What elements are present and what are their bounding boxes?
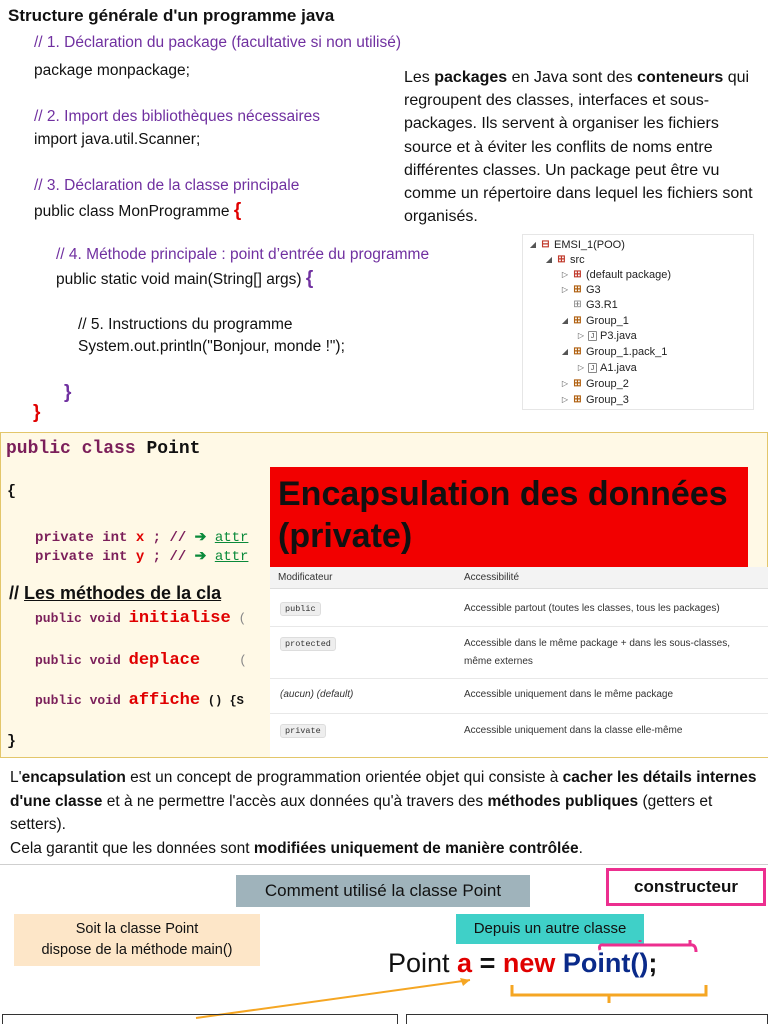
method-initialise: initialise bbox=[128, 609, 231, 628]
keyword-private: private bbox=[35, 530, 94, 546]
keyword-int: int bbox=[102, 530, 128, 546]
access-modifier-table bbox=[270, 567, 768, 757]
arrow-line bbox=[196, 980, 470, 1018]
code-method-deplace bbox=[35, 651, 247, 670]
comment-slashes: // bbox=[9, 583, 20, 603]
tree-item-label: Group_2 bbox=[586, 377, 629, 390]
tree-item-label: G3 bbox=[586, 283, 601, 296]
table-header-accessibility: Accessibilité bbox=[464, 572, 520, 583]
methods-comment-text: Les méthodes de la cla bbox=[24, 583, 222, 603]
modifier-protected: protected bbox=[280, 637, 336, 651]
usage-label: Comment utilisé la classe Point bbox=[236, 875, 530, 907]
tree-item-g3-r1[interactable] bbox=[561, 297, 618, 312]
tree-item-p3-java[interactable] bbox=[577, 328, 637, 343]
expanded-arrow-icon[interactable]: ◢ bbox=[529, 240, 537, 249]
access-default-desc: Accessible uniquement dans le même package bbox=[464, 689, 674, 700]
statement-constructor-call: Point() bbox=[562, 948, 649, 978]
project-icon: ⊟ bbox=[541, 239, 550, 250]
keyword-class: class bbox=[81, 439, 136, 459]
row-divider bbox=[270, 713, 768, 714]
attr-comment: attr bbox=[214, 549, 249, 565]
class-name: Point bbox=[146, 439, 201, 459]
tree-item-default-package[interactable] bbox=[561, 267, 671, 282]
tree-item-group2[interactable] bbox=[561, 376, 629, 391]
code-println: System.out.println("Bonjour, monde !"); bbox=[78, 338, 345, 355]
class-open-brace: { bbox=[233, 200, 242, 221]
modifier-public: public bbox=[280, 602, 321, 616]
class-close-brace: } bbox=[33, 402, 41, 423]
pink-underline-bracket bbox=[600, 945, 697, 952]
section-divider bbox=[0, 864, 768, 865]
code-trail: ( bbox=[239, 653, 247, 668]
pkg-desc-text-3: qui regroupent des classes, interfaces et sous-packages. Ils servent à organiser les fichiers source et à éviter les conflits de noms entre différentes classes. Un package peut être vu comme un répertoire dans lequel les fichiers sont organisés. bbox=[404, 69, 753, 226]
code-package: package monpackage; bbox=[34, 62, 190, 79]
collapsed-arrow-icon[interactable]: ▷ bbox=[577, 363, 585, 372]
tree-item-group1[interactable] bbox=[561, 313, 629, 328]
row-divider bbox=[270, 626, 768, 627]
pkg-desc-text-1: Les bbox=[404, 69, 435, 86]
method-deplace: deplace bbox=[128, 651, 201, 670]
tree-item-src[interactable] bbox=[545, 252, 585, 267]
tree-item-a1-java[interactable] bbox=[577, 360, 637, 375]
encapsulation-explanation bbox=[10, 766, 766, 860]
java-file-icon: J bbox=[588, 331, 597, 341]
collapsed-arrow-icon[interactable]: ▷ bbox=[561, 270, 569, 279]
code-class bbox=[34, 200, 241, 222]
tree-item-label: Group_1.pack_1 bbox=[586, 345, 668, 358]
point-note-line-1: Soit la classe Point bbox=[75, 921, 199, 937]
keyword-public: public bbox=[6, 439, 71, 459]
encapsulation-title: Encapsulation des données (private) bbox=[270, 467, 748, 567]
tree-item-label: (default package) bbox=[586, 268, 671, 281]
java-file-icon: J bbox=[588, 363, 597, 373]
keyword-public-void: public void bbox=[35, 653, 121, 668]
code-method-initialise bbox=[35, 609, 246, 628]
code-main bbox=[56, 268, 313, 290]
method-affiche-args: () {S bbox=[207, 694, 244, 708]
main-open-brace: { bbox=[305, 268, 314, 289]
tree-item-label: EMSI_1(POO) bbox=[554, 238, 625, 251]
keyword-public-void: public void bbox=[35, 693, 121, 708]
enc-bold-4: modifiées uniquement de manière contrôlée bbox=[253, 839, 579, 857]
collapsed-arrow-icon[interactable]: ▷ bbox=[561, 285, 569, 294]
access-public-desc: Accessible partout (toutes les classes, tous les packages) bbox=[464, 603, 720, 614]
tree-item-group1-pack1[interactable] bbox=[561, 344, 667, 359]
code-main-text: public static void main(String[] args) bbox=[56, 271, 302, 288]
statement-variable: a bbox=[457, 948, 473, 978]
access-protected-desc-2: même externes bbox=[464, 656, 533, 667]
method-affiche: affiche bbox=[128, 691, 201, 710]
code-open-brace: { bbox=[7, 483, 17, 500]
keyword-int: int bbox=[102, 549, 128, 565]
point-note-line-2: dispose de la méthode main() bbox=[41, 942, 233, 958]
source-folder-icon: ⊞ bbox=[557, 254, 566, 265]
tree-item-label: src bbox=[570, 253, 585, 266]
tree-item-label: G3.R1 bbox=[586, 298, 618, 311]
pkg-desc-bold-conteneurs: conteneurs bbox=[637, 69, 724, 86]
statement-type: Point bbox=[388, 948, 458, 978]
keyword-public-void: public void bbox=[35, 611, 121, 626]
statement-equals: = bbox=[472, 948, 503, 978]
package-icon: ⊞ bbox=[573, 269, 582, 280]
enc-bold-3: méthodes publiques bbox=[487, 792, 639, 810]
enc-text-1: L' bbox=[10, 769, 22, 786]
collapsed-arrow-icon[interactable]: ▷ bbox=[561, 379, 569, 388]
bottom-box-right bbox=[406, 1014, 768, 1024]
code-class-declaration bbox=[6, 439, 200, 459]
tree-item-label: Group_3 bbox=[586, 393, 629, 406]
tree-item-group3[interactable] bbox=[561, 392, 629, 407]
keyword-private: private bbox=[35, 549, 94, 565]
comment-sep: ; // bbox=[144, 549, 187, 565]
pkg-desc-text-2: en Java sont des bbox=[507, 69, 638, 86]
collapsed-arrow-icon[interactable]: ▷ bbox=[577, 331, 585, 340]
comment-instructions: // 5. Instructions du programme bbox=[78, 316, 293, 333]
tree-item-label: Group_1 bbox=[586, 314, 629, 327]
statement-new: new bbox=[502, 948, 563, 978]
enc-bold-2: cacher les détails internes d'une classe bbox=[10, 769, 757, 810]
code-close-brace: } bbox=[7, 733, 17, 750]
package-description bbox=[404, 66, 764, 228]
collapsed-arrow-icon[interactable]: ▷ bbox=[561, 395, 569, 404]
arrow-right-icon: ➔ bbox=[194, 530, 207, 546]
expanded-arrow-icon[interactable]: ◢ bbox=[545, 255, 553, 264]
enc-text-4: (getters et setters). bbox=[10, 792, 713, 833]
comment-sep: ; // bbox=[144, 530, 187, 546]
code-method-affiche bbox=[35, 691, 244, 710]
tree-item-project[interactable] bbox=[529, 237, 625, 252]
code-field-y bbox=[35, 548, 248, 565]
main-close-brace: } bbox=[64, 382, 72, 403]
code-trail: ( bbox=[238, 611, 247, 626]
var-y: y bbox=[135, 549, 145, 565]
access-protected-desc: Accessible dans le même package + dans les sous-classes, bbox=[464, 638, 730, 649]
enc-text-2: est un concept de programmation orientée objet qui consiste à bbox=[125, 769, 563, 786]
package-icon: ⊞ bbox=[573, 378, 582, 389]
access-private-desc: Accessible uniquement dans la classe elle-même bbox=[464, 725, 683, 736]
orange-brace bbox=[512, 985, 706, 995]
var-x: x bbox=[135, 530, 145, 546]
code-field-x bbox=[35, 529, 248, 546]
tree-item-g3[interactable] bbox=[561, 282, 601, 297]
tree-item-label: A1.java bbox=[600, 361, 637, 374]
package-icon: ⊞ bbox=[573, 315, 582, 326]
enc-bold-1: encapsulation bbox=[21, 769, 126, 786]
section-title: Structure générale d'un programme java bbox=[8, 6, 335, 25]
comment-class: // 3. Déclaration de la classe principale bbox=[34, 177, 300, 194]
attr-comment: attr bbox=[214, 530, 249, 546]
package-icon: ⊞ bbox=[573, 284, 582, 295]
code-class-text: public class MonProgramme bbox=[34, 203, 230, 220]
enc-text-5: Cela garantit que les données sont bbox=[10, 839, 254, 857]
constructor-label: constructeur bbox=[606, 868, 766, 906]
tree-item-label: P3.java bbox=[600, 329, 637, 342]
statement-semicolon: ; bbox=[648, 948, 658, 978]
comment-import: // 2. Import des bibliothèques nécessaires bbox=[34, 108, 321, 125]
row-divider bbox=[270, 678, 768, 679]
methods-comment bbox=[9, 583, 221, 604]
annotation-lines bbox=[0, 940, 768, 1024]
arrow-right-icon: ➔ bbox=[194, 549, 207, 565]
comment-package: // 1. Déclaration du package (facultative si non utilisé) bbox=[34, 34, 402, 51]
package-icon: ⊞ bbox=[573, 346, 582, 357]
empty-package-icon: ⊞ bbox=[573, 299, 582, 310]
table-header-modifier: Modificateur bbox=[278, 572, 333, 583]
other-class-label: Depuis un autre classe bbox=[456, 914, 644, 944]
package-icon: ⊞ bbox=[573, 394, 582, 405]
modifier-private: private bbox=[280, 724, 326, 738]
modifier-default: (aucun) (default) bbox=[280, 689, 354, 700]
enc-text-3: et à ne permettre l'accès aux données qu'à travers des bbox=[102, 792, 488, 810]
expanded-arrow-icon[interactable]: ◢ bbox=[561, 347, 569, 356]
package-explorer-tree bbox=[522, 234, 754, 410]
pkg-desc-bold-packages: packages bbox=[434, 69, 508, 86]
comment-main: // 4. Méthode principale : point d’entrée du programme bbox=[56, 246, 430, 263]
expanded-arrow-icon[interactable]: ◢ bbox=[561, 316, 569, 325]
bottom-box-left bbox=[2, 1014, 398, 1024]
enc-text-6: . bbox=[578, 839, 583, 857]
code-import: import java.util.Scanner; bbox=[34, 131, 201, 148]
